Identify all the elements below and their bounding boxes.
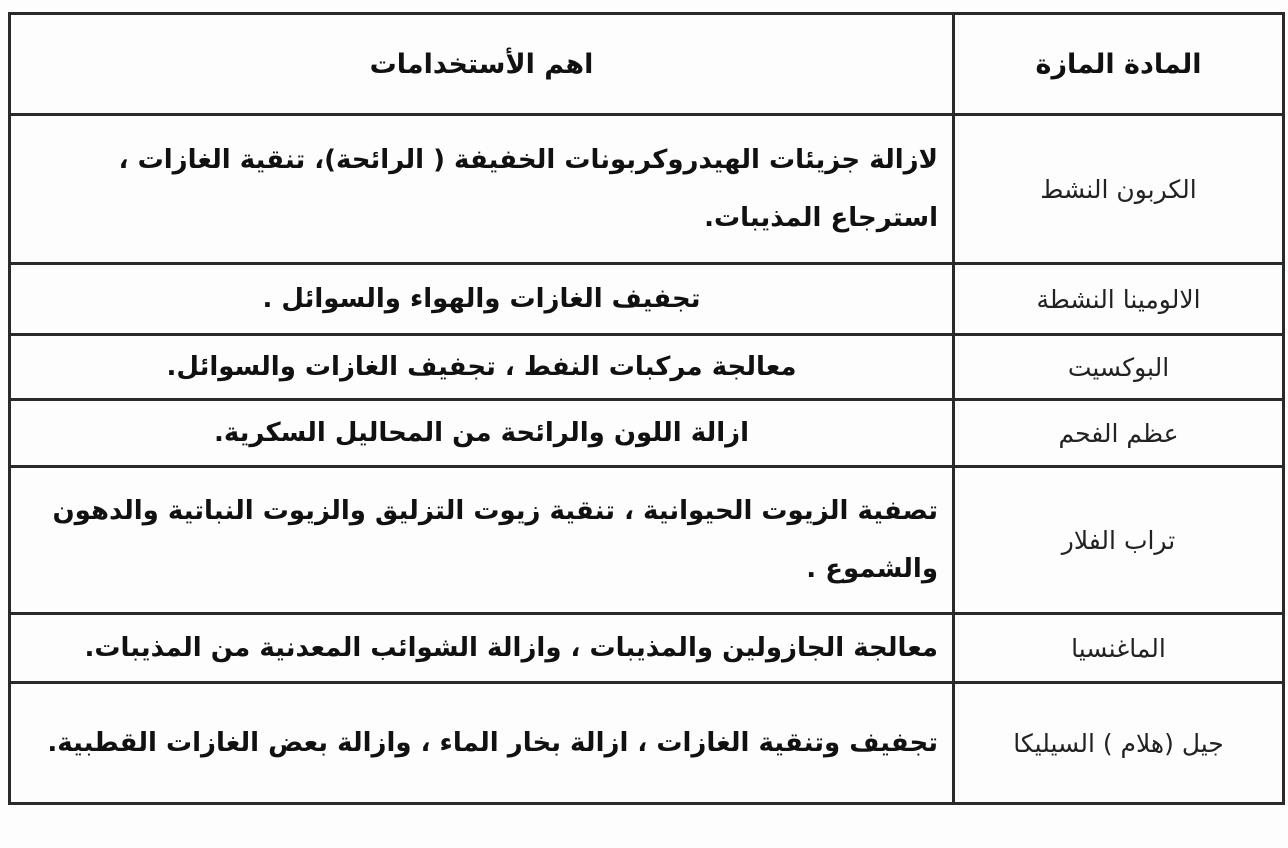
material-cell: تراب الفلار <box>954 467 1284 614</box>
uses-cell: تصفية الزيوت الحيوانية ، تنقية زيوت التزليق والزيوت النباتية والدهون والشموع . <box>10 467 954 614</box>
material-cell: الماغنسيا <box>954 614 1284 683</box>
table-row <box>10 264 1284 335</box>
material-cell: الكربون النشط <box>954 115 1284 264</box>
table-row <box>10 467 1284 614</box>
table-row <box>10 614 1284 683</box>
header-uses: اهم الأستخدامات <box>10 14 954 115</box>
adsorbents-uses-table <box>8 12 1285 805</box>
uses-cell: تجفيف وتنقية الغازات ، ازالة بخار الماء ، وازالة بعض الغازات القطبية. <box>10 683 954 804</box>
header-material: المادة المازة <box>954 14 1284 115</box>
material-cell: الالومينا النشطة <box>954 264 1284 335</box>
material-cell: البوكسيت <box>954 335 1284 400</box>
header-row <box>10 14 1284 115</box>
uses-cell: معالجة مركبات النفط ، تجفيف الغازات والسوائل. <box>10 335 954 400</box>
uses-cell: لازالة جزيئات الهيدروكربونات الخفيفة ( الرائحة)، تنقية الغازات ، استرجاع المذيبات. <box>10 115 954 264</box>
table-row <box>10 683 1284 804</box>
uses-cell: ازالة اللون والرائحة من المحاليل السكرية. <box>10 400 954 467</box>
uses-cell: معالجة الجازولين والمذيبات ، وازالة الشوائب المعدنية من المذيبات. <box>10 614 954 683</box>
table-row <box>10 335 1284 400</box>
uses-cell: تجفيف الغازات والهواء والسوائل . <box>10 264 954 335</box>
table-row <box>10 115 1284 264</box>
material-cell: عظم الفحم <box>954 400 1284 467</box>
table-row <box>10 400 1284 467</box>
material-cell: جيل (هلام ) السيليكا <box>954 683 1284 804</box>
